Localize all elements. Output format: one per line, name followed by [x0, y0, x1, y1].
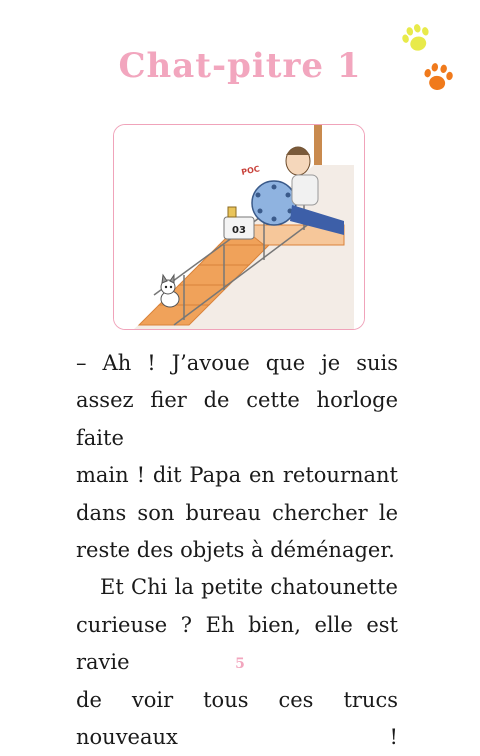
chapter-title: Chat-pitre 1: [118, 46, 362, 86]
text-line: Et Chi la petite chatounette: [100, 575, 398, 600]
text-line: de voir tous ces trucs nouveaux !: [76, 687, 398, 750]
box-label: 03: [232, 225, 246, 236]
text-line: assez fier de cette horloge faite: [76, 388, 398, 450]
text-line: curieuse ? Eh bien, elle est ravie: [76, 612, 398, 675]
sound-effect-label: POC: [240, 164, 261, 177]
text-line: reste des objets à déménager.: [76, 538, 395, 563]
paragraph: [76, 345, 398, 569]
chapter-illustration: [113, 124, 365, 330]
page-number: 5: [235, 656, 245, 672]
story-text: [76, 345, 398, 756]
text-line: dans son bureau chercher le: [76, 500, 398, 525]
text-line: – Ah ! J’avoue que je suis: [76, 351, 398, 375]
text-line: main ! dit Papa en retournant: [76, 463, 398, 488]
